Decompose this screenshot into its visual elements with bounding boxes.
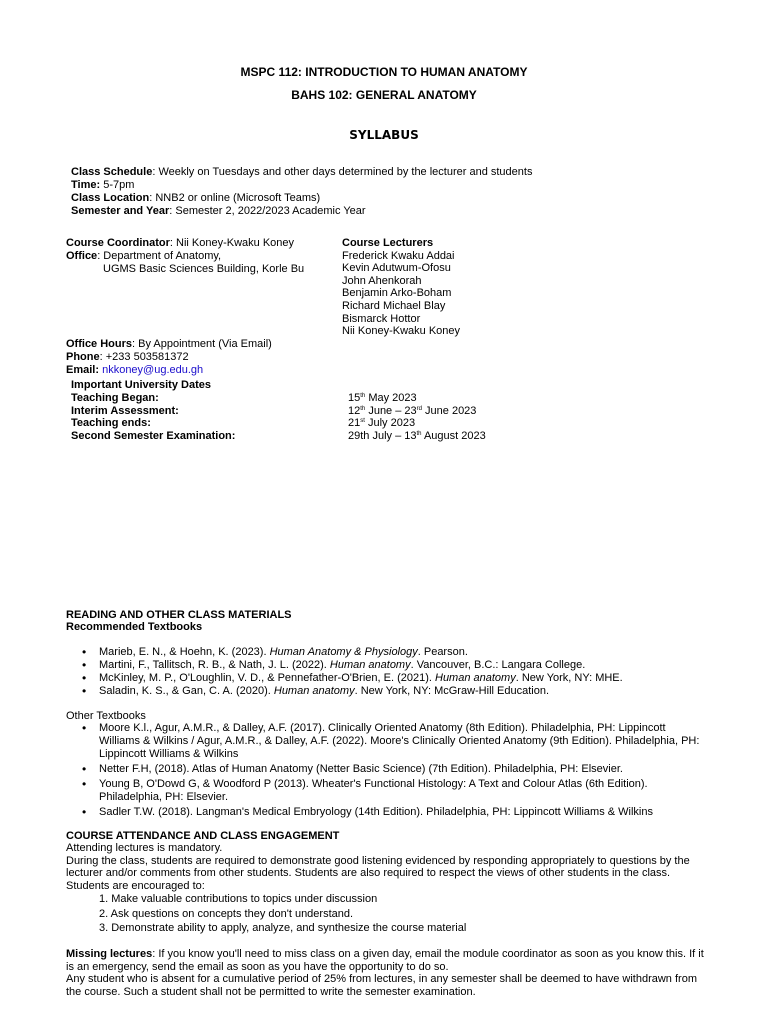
lecturers-title: Course Lecturers — [342, 237, 434, 249]
lecturer-name: Nii Koney-Kwaku Koney — [342, 325, 461, 338]
dates-table — [71, 392, 491, 442]
list-item: 2. Ask questions on concepts they don't understand. — [99, 907, 354, 920]
other-textbooks-list — [66, 722, 746, 819]
list-item: • McKinley, M. P., O'Loughlin, V. D., & Pennefather-O'Brien, E. (2021). Human anatomy. New York, NY: MHE. — [66, 672, 726, 685]
list-item: • Martini, F., Tallitsch, R. B., & Nath, J. L. (2022). Human anatomy. Vancouver, B.C.: Langara College. — [66, 659, 726, 672]
schedule-row: Class Location: NNB2 or online (Microsoft Teams) — [71, 192, 321, 204]
lecturer-name: Kevin Adutwum-Ofosu — [342, 262, 451, 275]
course-title-mspc: MSPC 112: INTRODUCTION TO HUMAN ANATOMY — [240, 65, 528, 79]
date-value: 21st July 2023 — [348, 417, 416, 430]
email-link[interactable]: nkkoney@ug.edu.gh — [102, 364, 204, 376]
list-item: • Saladin, K. S., & Gan, C. A. (2020). Human anatomy. New York, NY: McGraw-Hill Education. — [66, 685, 726, 698]
schedule-block — [71, 166, 532, 218]
attendance-title: COURSE ATTENDANCE AND CLASS ENGAGEMENT — [66, 830, 340, 842]
reading-title: READING AND OTHER CLASS MATERIALS — [66, 609, 292, 621]
list-item: 1. Make valuable contributions to topics under discussion — [99, 893, 378, 905]
lecturer-name: John Ahenkorah — [342, 274, 422, 287]
schedule-row: Time: 5-7pm — [71, 179, 135, 191]
lecturers-block — [342, 237, 460, 338]
list-item: 3. Demonstrate ability to apply, analyze, and synthesize the course material — [99, 922, 467, 934]
list-item: • Moore K.l., Agur, A.M.R., & Dalley, A.F. (2017). Clinically Oriented Anatomy (8th Edition). Philadelphia, PH: Lippincott Williams & Wilkins / Agur, A.M.R., & Dalley, A.F. (2022). Moore's Clinically Oriented Anatomy (9th Edition). Philadelphia, PH: Lippincott Williams & Wilkins — [66, 722, 746, 761]
date-value: 29th July – 13th August 2023 — [348, 429, 486, 442]
email: Email: nkkoney@ug.edu.gh — [66, 364, 204, 376]
date-row: Teaching Began: 15th May 2023 — [71, 392, 417, 404]
date-value: 12th June – 23rd June 2023 — [348, 404, 477, 417]
date-row: Interim Assessment: 12th June – 23rd June 2023 — [71, 404, 477, 417]
date-row: Teaching ends: 21st July 2023 — [71, 417, 416, 430]
missing-lectures-block: Missing lectures: If you know you'll need to miss class on a given day, email the module coordinator as soon as you know this. If it is an emergency, send the email as soon as you have the opportunity to do so. Any student who is absent for a cumulative period of 25% from lectures, in any semester shall be deemed to have withdrawn from the course. Such a student shall not be permitted to write the semester examination. — [66, 948, 704, 998]
date-value: 15th May 2023 — [348, 392, 417, 404]
recommended-title: Recommended Textbooks — [66, 621, 203, 633]
office-address: Office: Department of Anatomy, — [66, 250, 222, 262]
lecturer-name: Benjamin Arko-Boham — [342, 287, 452, 300]
syllabus-heading: SYLLABUS — [349, 128, 419, 142]
course-title-bahs: BAHS 102: GENERAL ANATOMY — [291, 88, 477, 102]
list-item: • Sadler T.W. (2018). Langman's Medical Embryology (14th Edition). Philadelphia, PH: Lippincott Williams & Wilkins — [66, 806, 746, 819]
attendance-numbered-list — [66, 893, 466, 937]
coordinator-name: Course Coordinator: Nii Koney-Kwaku Koney — [66, 237, 295, 249]
attendance-body: Attending lectures is mandatory. During the class, students are required to demonstrate good listening evidenced by responding appropriately to questions by the lecturer and/or comments from other students. Students are also required to respect the views of other students in the class. Students are encouraged to: — [66, 842, 690, 892]
lecturer-name: Richard Michael Blay — [342, 299, 446, 312]
list-item: • Marieb, E. N., & Hoehn, K. (2023). Human Anatomy & Physiology. Pearson. — [66, 646, 726, 659]
contact-block — [66, 338, 272, 377]
lecturer-name: Frederick Kwaku Addai — [342, 249, 455, 262]
schedule-row: Class Schedule: Weekly on Tuesdays and other days determined by the lecturer and students — [71, 166, 533, 178]
recommended-list — [66, 646, 726, 698]
office-address-line2: UGMS Basic Sciences Building, Korle Bu — [103, 263, 305, 275]
coordinator-block — [66, 237, 304, 276]
other-textbooks-title: Other Textbooks — [66, 710, 146, 722]
lecturer-name: Bismarck Hottor — [342, 312, 421, 325]
schedule-row: Semester and Year: Semester 2, 2022/2023 Academic Year — [71, 205, 366, 217]
phone: Phone: +233 503581372 — [66, 351, 189, 363]
dates-title: Important University Dates — [71, 379, 211, 391]
date-row: Second Semester Examination: 29th July – 13th August 2023 — [71, 429, 486, 442]
list-item: • Netter F.H, (2018). Atlas of Human Anatomy (Netter Basic Science) (7th Edition). Philadelphia, PH: Elsevier. — [66, 763, 746, 776]
office-hours: Office Hours: By Appointment (Via Email) — [66, 338, 272, 350]
list-item: • Young B, O'Dowd G, & Woodford P (2013). Wheater's Functional Histology: A Text and Colour Atlas (6th Edition). Philadelphia, PH: Elsevier. — [66, 778, 746, 804]
